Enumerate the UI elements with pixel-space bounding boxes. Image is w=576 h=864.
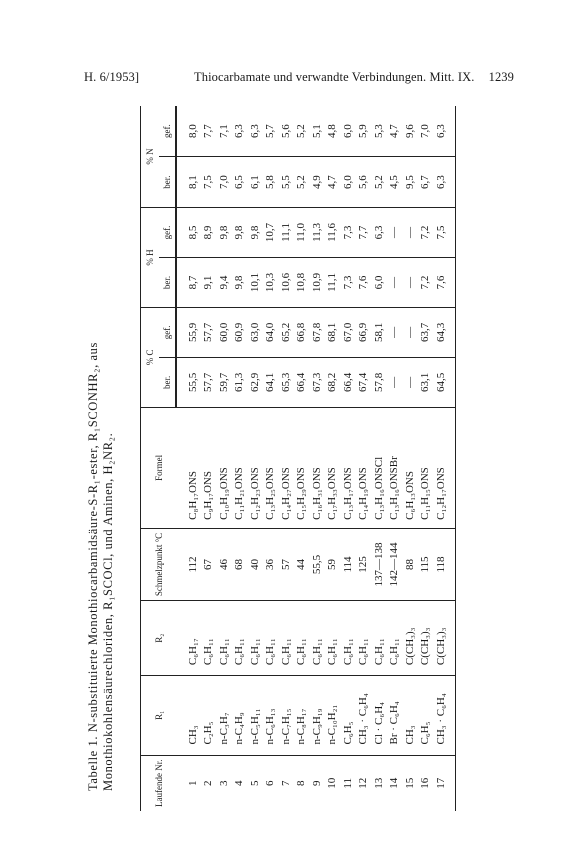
cell-c-gef: 63,0 bbox=[247, 307, 263, 357]
cell-r1: n-C₈H₁₇ bbox=[294, 676, 310, 755]
cell-c-ber: 63,1 bbox=[418, 357, 434, 407]
cell-h-gef: — bbox=[402, 207, 418, 257]
cell-n-ber: 6,1 bbox=[247, 157, 263, 208]
cell-nr: 2 bbox=[202, 780, 215, 787]
cell-n-ber: 6,0 bbox=[340, 157, 356, 208]
cell-c-ber: 62,9 bbox=[247, 357, 263, 407]
cell-h-ber: 6,0 bbox=[371, 257, 387, 307]
cell-nr: 13 bbox=[372, 777, 385, 789]
page-number: 1239 bbox=[488, 70, 514, 84]
journal-reference: H. 6/1953] bbox=[84, 70, 140, 84]
cell-n-ber: 5,5 bbox=[278, 157, 294, 208]
cell-nr: 15 bbox=[403, 777, 416, 789]
cell-c-gef: 67,0 bbox=[340, 307, 356, 357]
cell-h-gef: — bbox=[387, 207, 403, 257]
cell-n-gef: 6,3 bbox=[247, 106, 263, 157]
cell-nr: 4 bbox=[233, 780, 246, 787]
cell-h-ber: 10,9 bbox=[309, 257, 325, 307]
cell-melting-point: 44 bbox=[294, 528, 310, 600]
cell-formula: C₁₁H₁₅ONS bbox=[418, 407, 434, 528]
cell-r2: C₆H₁₁ bbox=[309, 601, 325, 676]
cell-h-ber: 9,1 bbox=[201, 257, 217, 307]
cell-r1: C₂H₅ bbox=[201, 676, 217, 755]
cell-nr: 1 bbox=[186, 780, 199, 787]
cell-r2: C₆H₁₁ bbox=[294, 601, 310, 676]
cell-n-gef: 5,7 bbox=[263, 106, 279, 157]
cell-n-gef: 6,0 bbox=[340, 106, 356, 157]
cell-r1: n-C₇H₁₅ bbox=[278, 676, 294, 755]
cell-c-ber: 57,7 bbox=[201, 357, 217, 407]
cell-h-gef: 7,5 bbox=[433, 207, 449, 257]
header-c-gef: gef. bbox=[159, 307, 176, 357]
cell-formula: C₆H₁₃ONS bbox=[402, 407, 418, 528]
cell-formula: C₉H₁₇ONS bbox=[201, 407, 217, 528]
cell-n-gef: 9,6 bbox=[402, 106, 418, 157]
caption-line-2: Monothiokohlensäurechloriden, R₁SCOCl, und Aminen, H₂NR₂. bbox=[101, 432, 115, 791]
cell-c-ber: 55,5 bbox=[185, 357, 201, 407]
cell-formula: C₁₀H₁₉ONS bbox=[216, 407, 232, 528]
cell-c-gef: 66,9 bbox=[356, 307, 372, 357]
header-r2: R₂ bbox=[141, 601, 177, 676]
cell-n-ber: 4,7 bbox=[325, 157, 341, 208]
cell-formula: C₁₃H₁₆ONSBr bbox=[387, 407, 403, 528]
cell-n-ber: 8,1 bbox=[185, 157, 201, 208]
cell-h-gef: 11,1 bbox=[278, 207, 294, 257]
cell-r2: C₆H₁₁ bbox=[325, 601, 341, 676]
cell-nr: 6 bbox=[264, 780, 277, 787]
cell-h-gef: 11,6 bbox=[325, 207, 341, 257]
cell-formula: C₁₆H₃₁ONS bbox=[309, 407, 325, 528]
cell-formula: C₈H₁₇ONS bbox=[185, 407, 201, 528]
cell-h-ber: 10,1 bbox=[247, 257, 263, 307]
header-n-gef: gef. bbox=[159, 106, 176, 157]
cell-r2: C₆H₁₇ bbox=[185, 601, 201, 676]
cell-c-gef: — bbox=[402, 307, 418, 357]
cell-c-ber: 67,3 bbox=[309, 357, 325, 407]
cell-melting-point: 55,5 bbox=[309, 528, 325, 600]
cell-c-ber: 68,2 bbox=[325, 357, 341, 407]
cell-formula: C₁₅H₂₉ONS bbox=[294, 407, 310, 528]
cell-nr: 5 bbox=[248, 780, 261, 787]
header-formula: Formel bbox=[141, 407, 177, 528]
cell-h-gef: 11,0 bbox=[294, 207, 310, 257]
cell-n-gef: 8,0 bbox=[185, 106, 201, 157]
cell-r1: Br · C₆H₄ bbox=[387, 676, 403, 755]
header-h-ber: ber. bbox=[159, 257, 176, 307]
cell-h-gef: 10,7 bbox=[263, 207, 279, 257]
cell-r1: n-C₃H₇ bbox=[216, 676, 232, 755]
cell-n-ber: 6,5 bbox=[232, 157, 248, 208]
cell-nr: 12 bbox=[357, 777, 370, 789]
cell-melting-point: 118 bbox=[433, 528, 449, 600]
cell-n-gef: 7,7 bbox=[201, 106, 217, 157]
cell-nr: 11 bbox=[341, 777, 354, 789]
cell-r2: C₆H₁₁ bbox=[247, 601, 263, 676]
cell-r2: C₆H₁₁ bbox=[201, 601, 217, 676]
cell-formula: C₁₁H₂₁ONS bbox=[232, 407, 248, 528]
header-carbon: % C bbox=[141, 307, 160, 407]
cell-h-gef: 7,7 bbox=[356, 207, 372, 257]
cell-melting-point: 40 bbox=[247, 528, 263, 600]
cell-c-ber: 66,4 bbox=[340, 357, 356, 407]
article-title: Thiocarbamate und verwandte Verbindungen. Mitt. IX. bbox=[194, 70, 475, 84]
cell-c-ber: 65,3 bbox=[278, 357, 294, 407]
cell-n-ber: 6,7 bbox=[418, 157, 434, 208]
table-row bbox=[309, 106, 325, 811]
cell-r1: C₆H₅ bbox=[418, 676, 434, 755]
cell-h-gef: 8,9 bbox=[201, 207, 217, 257]
cell-melting-point: 112 bbox=[185, 528, 201, 600]
header-melting-point: Schmelzpunkt °C bbox=[141, 528, 177, 600]
table-row bbox=[247, 106, 263, 811]
cell-n-ber: 7,5 bbox=[201, 157, 217, 208]
table-row bbox=[418, 106, 434, 811]
cell-n-gef: 5,6 bbox=[278, 106, 294, 157]
cell-r2: C₆H₁₁ bbox=[371, 601, 387, 676]
cell-r1: CH₃ · C₆H₄ bbox=[433, 676, 449, 755]
cell-r1: n-C₅H₁₁ bbox=[247, 676, 263, 755]
cell-formula: C₁₃H₁₆ONSCl bbox=[371, 407, 387, 528]
cell-n-gef: 5,9 bbox=[356, 106, 372, 157]
cell-nr: 3 bbox=[217, 780, 230, 787]
cell-c-ber: — bbox=[387, 357, 403, 407]
cell-formula: C₁₄H₂₇ONS bbox=[278, 407, 294, 528]
cell-n-ber: 5,8 bbox=[263, 157, 279, 208]
cell-n-ber: 5,2 bbox=[371, 157, 387, 208]
cell-h-ber: 10,3 bbox=[263, 257, 279, 307]
rotated-table-region bbox=[70, 106, 525, 811]
cell-h-ber: 9,4 bbox=[216, 257, 232, 307]
table-caption bbox=[86, 111, 116, 791]
cell-c-ber: 59,7 bbox=[216, 357, 232, 407]
cell-n-ber: 6,3 bbox=[433, 157, 449, 208]
cell-c-gef: 64,3 bbox=[433, 307, 449, 357]
cell-h-ber: 11,1 bbox=[325, 257, 341, 307]
cell-c-ber: 64,1 bbox=[263, 357, 279, 407]
cell-c-ber: 66,4 bbox=[294, 357, 310, 407]
cell-n-gef: 4,7 bbox=[387, 106, 403, 157]
cell-h-gef: 7,3 bbox=[340, 207, 356, 257]
cell-c-gef: 65,2 bbox=[278, 307, 294, 357]
cell-n-ber: 4,5 bbox=[387, 157, 403, 208]
cell-n-gef: 5,1 bbox=[309, 106, 325, 157]
cell-h-gef: 9,8 bbox=[216, 207, 232, 257]
cell-formula: C₁₂H₁₇ONS bbox=[433, 407, 449, 528]
header-hydrogen: % H bbox=[141, 207, 160, 307]
cell-melting-point: 114 bbox=[340, 528, 356, 600]
cell-formula: C₁₃H₂₅ONS bbox=[263, 407, 279, 528]
cell-r1: Cl · C₆H₄ bbox=[371, 676, 387, 755]
header-nitrogen: % N bbox=[141, 106, 160, 207]
cell-h-gef: 8,5 bbox=[185, 207, 201, 257]
cell-n-gef: 5,3 bbox=[371, 106, 387, 157]
cell-r2: C(CH₃)₃ bbox=[433, 601, 449, 676]
cell-melting-point: 36 bbox=[263, 528, 279, 600]
cell-nr: 9 bbox=[310, 780, 323, 787]
table-row bbox=[232, 106, 248, 811]
cell-h-ber: 10,6 bbox=[278, 257, 294, 307]
landscape-table-block bbox=[70, 106, 525, 811]
cell-nr: 10 bbox=[326, 777, 339, 789]
cell-r2: C₆H₁₁ bbox=[387, 601, 403, 676]
cell-formula: C₁₂H₂₃ONS bbox=[247, 407, 263, 528]
table-row bbox=[340, 106, 356, 811]
cell-h-ber: 7,6 bbox=[356, 257, 372, 307]
cell-c-ber: 67,4 bbox=[356, 357, 372, 407]
cell-c-ber: 57,8 bbox=[371, 357, 387, 407]
cell-melting-point: 137—138 bbox=[371, 528, 387, 600]
cell-c-gef: 58,1 bbox=[371, 307, 387, 357]
cell-r2: C₆H₁₁ bbox=[356, 601, 372, 676]
cell-formula: C₁₄H₁₉ONS bbox=[356, 407, 372, 528]
cell-melting-point: 46 bbox=[216, 528, 232, 600]
cell-melting-point: 67 bbox=[201, 528, 217, 600]
cell-nr: 8 bbox=[295, 780, 308, 787]
table-row bbox=[278, 106, 294, 811]
cell-r1: n-C₆H₁₃ bbox=[263, 676, 279, 755]
cell-melting-point: 125 bbox=[356, 528, 372, 600]
cell-n-gef: 7,0 bbox=[418, 106, 434, 157]
cell-nr: 7 bbox=[279, 780, 292, 787]
caption-line-1: Tabelle 1. N-substituierte Monothiocarbamidsäure-S-R₁-ester, R₁SCONHR₂, aus bbox=[86, 342, 100, 791]
cell-h-ber: 10,8 bbox=[294, 257, 310, 307]
cell-c-gef: 64,0 bbox=[263, 307, 279, 357]
cell-c-gef: 66,8 bbox=[294, 307, 310, 357]
cell-r1: CH₃ bbox=[185, 676, 201, 755]
cell-n-ber: 5,2 bbox=[294, 157, 310, 208]
cell-c-gef: 67,8 bbox=[309, 307, 325, 357]
header-c-ber: ber. bbox=[159, 357, 176, 407]
cell-r2: C₆H₁₁ bbox=[263, 601, 279, 676]
table-row bbox=[263, 106, 279, 811]
cell-r2: C(CH₃)₃ bbox=[418, 601, 434, 676]
cell-c-gef: — bbox=[387, 307, 403, 357]
table-row bbox=[356, 106, 372, 811]
data-table bbox=[140, 106, 456, 811]
header-nr: Laufende Nr. bbox=[141, 755, 177, 811]
cell-c-gef: 60,0 bbox=[216, 307, 232, 357]
cell-nr: 14 bbox=[388, 777, 401, 789]
cell-formula: C₁₃H₁₇ONS bbox=[340, 407, 356, 528]
table-row bbox=[371, 106, 387, 811]
cell-nr: 16 bbox=[419, 777, 432, 789]
cell-n-gef: 4,8 bbox=[325, 106, 341, 157]
cell-nr: 17 bbox=[434, 777, 447, 789]
cell-h-gef: 6,3 bbox=[371, 207, 387, 257]
cell-c-gef: 68,1 bbox=[325, 307, 341, 357]
cell-c-gef: 63,7 bbox=[418, 307, 434, 357]
cell-c-ber: 61,3 bbox=[232, 357, 248, 407]
cell-r1: CH₃ bbox=[402, 676, 418, 755]
cell-n-ber: 9,5 bbox=[402, 157, 418, 208]
cell-h-gef: 9,8 bbox=[247, 207, 263, 257]
cell-formula: C₁₇H₃₃ONS bbox=[325, 407, 341, 528]
cell-melting-point: 142—144 bbox=[387, 528, 403, 600]
running-header bbox=[84, 70, 514, 86]
cell-h-ber: 8,7 bbox=[185, 257, 201, 307]
cell-r1: n-C₉H₁₉ bbox=[309, 676, 325, 755]
cell-r2: C₆H₁₁ bbox=[232, 601, 248, 676]
header-h-gef: gef. bbox=[159, 207, 176, 257]
table-row bbox=[325, 106, 341, 811]
cell-c-gef: 57,7 bbox=[201, 307, 217, 357]
cell-melting-point: 57 bbox=[278, 528, 294, 600]
cell-n-gef: 5,2 bbox=[294, 106, 310, 157]
cell-h-ber: 7,2 bbox=[418, 257, 434, 307]
cell-melting-point: 115 bbox=[418, 528, 434, 600]
cell-r1: n-C₁₀H₂₁ bbox=[325, 676, 341, 755]
cell-r2: C(CH₃)₃ bbox=[402, 601, 418, 676]
cell-c-gef: 55,9 bbox=[185, 307, 201, 357]
table-row bbox=[387, 106, 403, 811]
cell-melting-point: 59 bbox=[325, 528, 341, 600]
cell-h-ber: 7,6 bbox=[433, 257, 449, 307]
cell-n-gef: 7,1 bbox=[216, 106, 232, 157]
table-row bbox=[201, 106, 217, 811]
table-row bbox=[185, 106, 201, 811]
cell-n-ber: 4,9 bbox=[309, 157, 325, 208]
table-row bbox=[433, 106, 449, 811]
cell-r2: C₆H₁₁ bbox=[340, 601, 356, 676]
cell-melting-point: 68 bbox=[232, 528, 248, 600]
cell-n-ber: 5,6 bbox=[356, 157, 372, 208]
cell-c-gef: 60,9 bbox=[232, 307, 248, 357]
cell-n-gef: 6,3 bbox=[232, 106, 248, 157]
cell-c-ber: 64,5 bbox=[433, 357, 449, 407]
cell-h-ber: — bbox=[387, 257, 403, 307]
cell-n-gef: 6,3 bbox=[433, 106, 449, 157]
cell-r2: C₆H₁₁ bbox=[278, 601, 294, 676]
cell-n-ber: 7,0 bbox=[216, 157, 232, 208]
cell-h-ber: 9,8 bbox=[232, 257, 248, 307]
table-row bbox=[402, 106, 418, 811]
cell-h-gef: 7,2 bbox=[418, 207, 434, 257]
cell-h-gef: 9,8 bbox=[232, 207, 248, 257]
cell-h-ber: 7,3 bbox=[340, 257, 356, 307]
header-r1: R₁ bbox=[141, 676, 177, 755]
header-n-ber: ber. bbox=[159, 157, 176, 208]
cell-h-gef: 11,3 bbox=[309, 207, 325, 257]
cell-r1: n-C₄H₉ bbox=[232, 676, 248, 755]
cell-c-ber: — bbox=[402, 357, 418, 407]
cell-r2: C₆H₁₁ bbox=[216, 601, 232, 676]
cell-r1: CH₃ · C₆H₄ bbox=[356, 676, 372, 755]
cell-h-ber: — bbox=[402, 257, 418, 307]
cell-r1: C₆H₅ bbox=[340, 676, 356, 755]
table-row bbox=[294, 106, 310, 811]
table-row bbox=[216, 106, 232, 811]
cell-melting-point: 88 bbox=[402, 528, 418, 600]
